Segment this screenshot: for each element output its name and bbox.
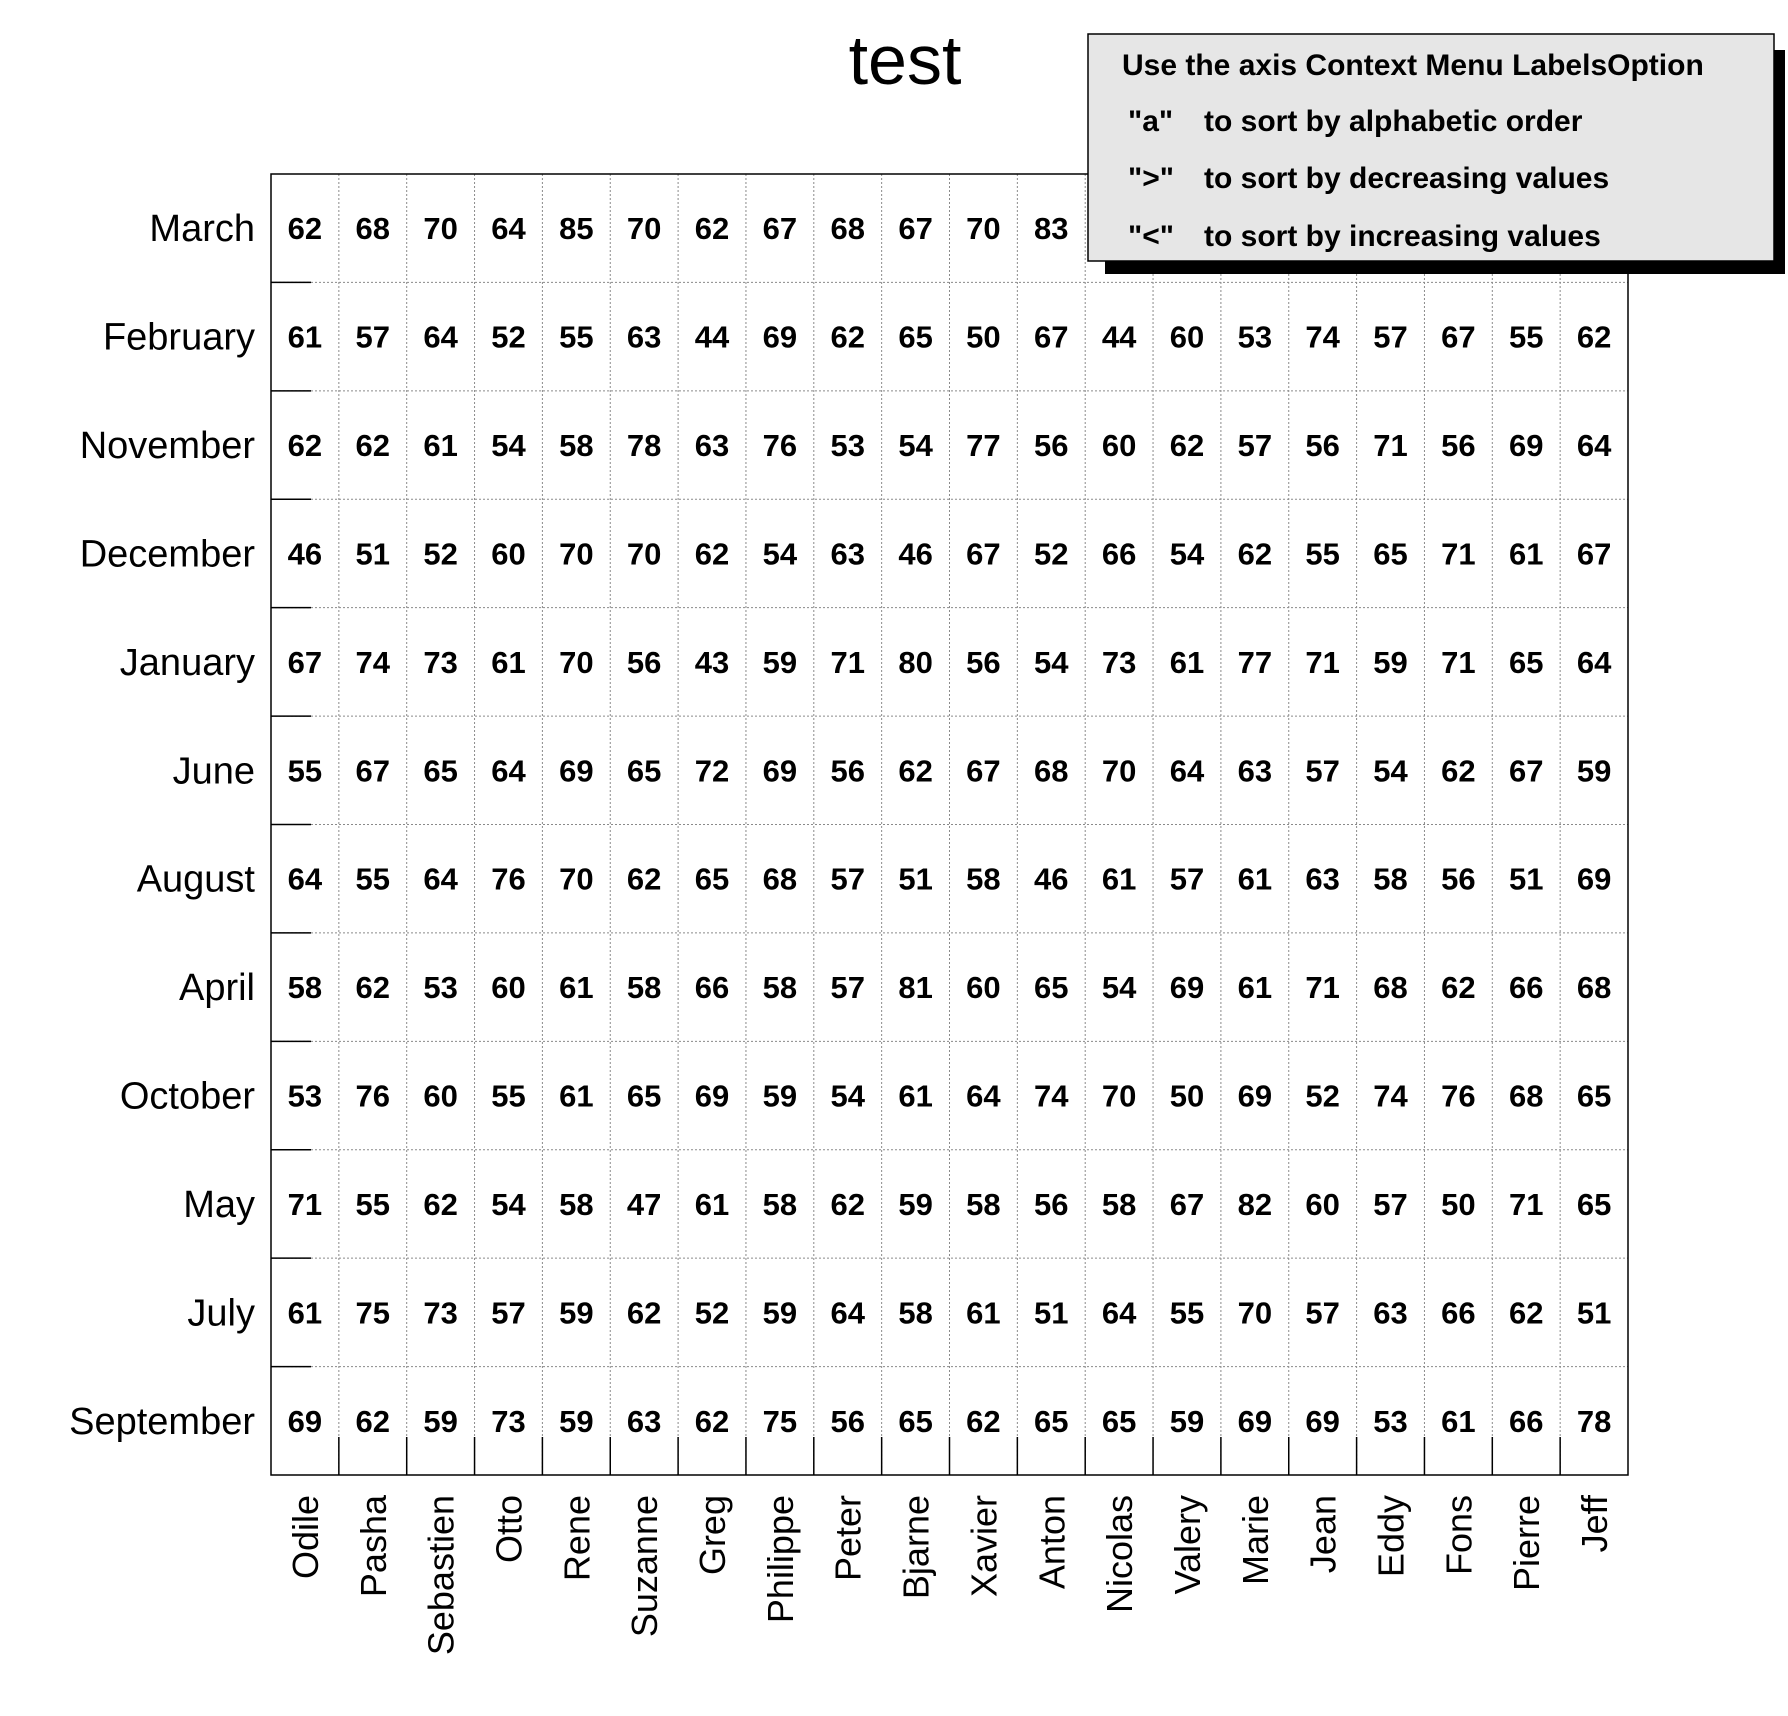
cell-value: 61	[898, 1078, 933, 1114]
row-label: March	[149, 208, 255, 251]
cell-value: 62	[1576, 319, 1612, 355]
column-label: Bjarne	[895, 1495, 937, 1600]
cell-value: 52	[1034, 536, 1069, 572]
cell-value: 63	[1237, 753, 1273, 789]
column-label: Suzanne	[624, 1495, 666, 1638]
cell-value: 67	[287, 644, 323, 680]
cell-value: 78	[1576, 1403, 1612, 1439]
column-label: Jeff	[1574, 1495, 1616, 1553]
row-label: January	[119, 641, 255, 684]
cell-value: 58	[1101, 1186, 1137, 1222]
cell-value: 59	[559, 1403, 594, 1439]
sort-key-alphabetic: "a"	[1128, 105, 1174, 138]
cell-value: 55	[287, 753, 323, 789]
cell-value: 74	[1034, 1078, 1069, 1114]
cell-value: 69	[559, 753, 594, 789]
cell-value: 71	[830, 644, 865, 680]
cell-value: 69	[1169, 970, 1205, 1006]
cell-value: 67	[1441, 319, 1476, 355]
cell-value: 64	[423, 319, 458, 355]
cell-value: 73	[423, 644, 458, 680]
cell-value: 80	[898, 644, 933, 680]
cell-value: 59	[1169, 1403, 1205, 1439]
cell-value: 70	[1237, 1295, 1273, 1331]
cell-value: 70	[966, 211, 1001, 247]
cell-value: 65	[1576, 1186, 1612, 1222]
row-label: June	[172, 750, 255, 793]
cell-value: 70	[559, 536, 594, 572]
cell-value: 76	[1441, 1078, 1476, 1114]
row-label: April	[178, 967, 255, 1010]
cell-value: 69	[694, 1078, 730, 1114]
column-label: Rene	[556, 1495, 598, 1582]
cell-value: 50	[966, 319, 1001, 355]
cell-value: 51	[1508, 861, 1544, 897]
cell-value: 56	[966, 644, 1001, 680]
cell-value: 62	[423, 1186, 458, 1222]
sort-help-box	[1088, 34, 1785, 274]
cell-value: 53	[287, 1078, 323, 1114]
y-axis-labels	[69, 208, 255, 1443]
column-label: Otto	[488, 1495, 530, 1564]
cell-value: 60	[491, 970, 526, 1006]
cell-value: 54	[491, 428, 526, 464]
cell-value: 66	[1101, 536, 1137, 572]
row-label: August	[136, 858, 255, 901]
cell-value: 81	[898, 970, 933, 1006]
cell-value: 52	[423, 536, 458, 572]
cell-value: 65	[1034, 970, 1069, 1006]
cell-value: 55	[491, 1078, 526, 1114]
cell-value: 56	[830, 1403, 865, 1439]
cell-value: 70	[1101, 753, 1137, 789]
cell-value: 61	[694, 1186, 730, 1222]
cell-value: 44	[1101, 319, 1137, 355]
cell-value: 71	[1305, 970, 1340, 1006]
cell-value: 68	[1576, 970, 1612, 1006]
cell-value: 58	[762, 1186, 798, 1222]
cell-value: 62	[1237, 536, 1273, 572]
cell-value: 57	[1305, 1295, 1340, 1331]
cell-value: 57	[830, 970, 865, 1006]
cell-value: 59	[762, 644, 798, 680]
cell-value: 54	[762, 536, 798, 572]
cell-value: 77	[1237, 644, 1273, 680]
cell-value: 52	[694, 1295, 730, 1331]
cell-value: 57	[1237, 428, 1273, 464]
cell-value: 61	[1441, 1403, 1476, 1439]
cell-value: 51	[1576, 1295, 1612, 1331]
cell-value: 66	[1508, 1403, 1544, 1439]
cell-value: 63	[1373, 1295, 1408, 1331]
cell-value: 65	[626, 1078, 662, 1114]
cell-value: 56	[1441, 428, 1476, 464]
cell-value: 63	[626, 319, 662, 355]
cell-value: 62	[287, 428, 323, 464]
cell-value: 60	[491, 536, 526, 572]
cell-value: 58	[287, 970, 323, 1006]
cell-value: 57	[830, 861, 865, 897]
cell-value: 70	[626, 211, 662, 247]
cell-value: 61	[1169, 644, 1205, 680]
row-label: July	[187, 1292, 255, 1335]
cell-value: 64	[491, 211, 526, 247]
cell-value: 54	[1169, 536, 1205, 572]
cell-value: 71	[287, 1186, 323, 1222]
cell-value: 51	[355, 536, 391, 572]
cell-value: 70	[1101, 1078, 1137, 1114]
cell-value: 70	[559, 644, 594, 680]
cell-value: 64	[1576, 428, 1612, 464]
cell-value: 63	[1305, 861, 1340, 897]
cell-value: 62	[626, 861, 662, 897]
cell-value: 66	[1508, 970, 1544, 1006]
column-label: Peter	[827, 1495, 869, 1582]
cell-value: 62	[1441, 753, 1476, 789]
cell-value: 46	[898, 536, 933, 572]
cell-value: 71	[1441, 536, 1476, 572]
cell-value: 62	[1169, 428, 1205, 464]
column-label: Pasha	[352, 1495, 394, 1598]
cell-value: 59	[423, 1403, 458, 1439]
cell-value: 67	[966, 753, 1001, 789]
cell-value: 62	[355, 1403, 391, 1439]
cell-value: 57	[1305, 753, 1340, 789]
cell-value: 62	[355, 970, 391, 1006]
cell-value: 67	[1169, 1186, 1205, 1222]
cell-value: 59	[898, 1186, 933, 1222]
cell-value: 69	[287, 1403, 323, 1439]
cell-value: 64	[491, 753, 526, 789]
cell-value: 60	[966, 970, 1001, 1006]
cell-value: 65	[1373, 536, 1408, 572]
cell-value: 58	[966, 861, 1001, 897]
cell-value: 64	[1101, 1295, 1137, 1331]
cell-value: 59	[1576, 753, 1612, 789]
cell-value: 62	[694, 536, 730, 572]
cell-value: 62	[898, 753, 933, 789]
cell-value: 65	[1034, 1403, 1069, 1439]
cell-value: 62	[1441, 970, 1476, 1006]
cell-value: 71	[1441, 644, 1476, 680]
cell-value: 77	[966, 428, 1001, 464]
cell-value: 46	[1034, 861, 1069, 897]
cell-value: 55	[559, 319, 594, 355]
column-label: Pierre	[1506, 1495, 1548, 1592]
cell-value: 61	[1237, 970, 1273, 1006]
cell-value: 67	[355, 753, 391, 789]
cell-value: 67	[1508, 753, 1544, 789]
cell-value: 61	[559, 1078, 594, 1114]
cell-value: 69	[762, 753, 798, 789]
cell-value: 56	[1441, 861, 1476, 897]
cell-value: 67	[762, 211, 798, 247]
cell-value: 75	[762, 1403, 798, 1439]
cell-value: 74	[1305, 319, 1340, 355]
cell-value: 75	[355, 1295, 391, 1331]
cell-value: 69	[1237, 1403, 1273, 1439]
cell-value: 62	[287, 211, 323, 247]
cell-value: 62	[966, 1403, 1001, 1439]
cell-value: 83	[1034, 211, 1069, 247]
row-label: December	[79, 533, 255, 576]
cell-value: 68	[762, 861, 798, 897]
cell-value: 67	[898, 211, 933, 247]
cell-value: 60	[1305, 1186, 1340, 1222]
cell-value: 59	[559, 1295, 594, 1331]
cell-value: 70	[626, 536, 662, 572]
cell-value: 68	[830, 211, 865, 247]
column-label: Eddy	[1370, 1495, 1412, 1578]
cell-value: 68	[1373, 970, 1408, 1006]
cell-value: 73	[1101, 644, 1137, 680]
sort-key-decreasing: ">"	[1128, 162, 1174, 195]
cell-value: 73	[491, 1403, 526, 1439]
cell-value: 51	[898, 861, 933, 897]
cell-value: 62	[355, 428, 391, 464]
cell-value: 47	[626, 1186, 662, 1222]
column-label: Philippe	[759, 1495, 801, 1624]
cell-value: 61	[287, 1295, 323, 1331]
cell-value: 56	[1034, 1186, 1069, 1222]
cell-value: 57	[491, 1295, 526, 1331]
cell-value: 69	[1237, 1078, 1273, 1114]
cell-value: 52	[491, 319, 526, 355]
row-label: September	[69, 1400, 255, 1443]
cell-value: 70	[423, 211, 458, 247]
cell-value: 66	[1441, 1295, 1476, 1331]
cell-value: 67	[1576, 536, 1612, 572]
cell-value: 56	[626, 644, 662, 680]
cell-value: 58	[762, 970, 798, 1006]
cell-value: 67	[966, 536, 1001, 572]
row-label: October	[119, 1075, 255, 1118]
cell-value: 56	[1034, 428, 1069, 464]
cell-value: 76	[491, 861, 526, 897]
cell-value: 60	[423, 1078, 458, 1114]
column-label: Valery	[1166, 1495, 1208, 1595]
cell-value: 65	[626, 753, 662, 789]
cell-value: 72	[694, 753, 730, 789]
cell-value: 64	[966, 1078, 1001, 1114]
cell-value: 61	[559, 970, 594, 1006]
cell-value: 54	[1373, 753, 1408, 789]
cell-value: 53	[423, 970, 458, 1006]
column-label: Xavier	[963, 1495, 1005, 1598]
column-label: Jean	[1302, 1495, 1344, 1574]
cell-value: 69	[762, 319, 798, 355]
cell-value: 61	[1237, 861, 1273, 897]
cell-value: 66	[694, 970, 730, 1006]
x-axis-labels	[285, 1494, 1615, 1655]
cell-value: 74	[1373, 1078, 1408, 1114]
cell-value: 65	[898, 1403, 933, 1439]
column-label: Marie	[1234, 1495, 1276, 1586]
cell-value: 63	[626, 1403, 662, 1439]
cell-value: 58	[559, 1186, 594, 1222]
cell-value: 67	[1034, 319, 1069, 355]
cell-value: 59	[762, 1078, 798, 1114]
cell-value: 76	[355, 1078, 391, 1114]
column-label: Nicolas	[1099, 1495, 1141, 1614]
cell-value: 62	[694, 1403, 730, 1439]
row-label: November	[79, 425, 255, 468]
cell-value: 69	[1305, 1403, 1340, 1439]
cell-value: 64	[423, 861, 458, 897]
cell-value: 65	[423, 753, 458, 789]
cell-value: 54	[898, 428, 933, 464]
cell-value: 71	[1305, 644, 1340, 680]
cell-value: 52	[1305, 1078, 1340, 1114]
cell-value: 62	[694, 211, 730, 247]
cell-value: 59	[762, 1295, 798, 1331]
cell-value: 54	[1101, 970, 1137, 1006]
sort-text-decreasing: to sort by decreasing values	[1204, 162, 1610, 195]
cell-value: 61	[1101, 861, 1137, 897]
cell-value: 55	[1169, 1295, 1205, 1331]
cell-value: 65	[898, 319, 933, 355]
cell-value: 56	[830, 753, 865, 789]
cell-value: 63	[830, 536, 865, 572]
sort-key-increasing: "<"	[1128, 220, 1174, 253]
cell-value: 57	[1373, 319, 1408, 355]
cell-value: 50	[1441, 1186, 1476, 1222]
row-label: February	[102, 316, 255, 359]
column-label: Anton	[1031, 1495, 1073, 1590]
cell-value: 53	[1373, 1403, 1408, 1439]
cell-value: 61	[966, 1295, 1001, 1331]
sort-help-heading: Use the axis Context Menu LabelsOption	[1122, 49, 1704, 82]
cell-value: 65	[1508, 644, 1544, 680]
cell-value: 58	[898, 1295, 933, 1331]
cell-value: 69	[1508, 428, 1544, 464]
cell-value: 61	[287, 319, 323, 355]
cell-value: 44	[694, 319, 730, 355]
cell-value: 58	[1373, 861, 1408, 897]
cell-value: 55	[1305, 536, 1340, 572]
cell-value: 62	[1508, 1295, 1544, 1331]
cell-value: 43	[694, 644, 730, 680]
cell-value: 65	[694, 861, 730, 897]
cell-value: 57	[1169, 861, 1205, 897]
cell-value: 70	[559, 861, 594, 897]
cell-value: 64	[1169, 753, 1205, 789]
cell-value: 61	[491, 644, 526, 680]
cell-value: 69	[1576, 861, 1612, 897]
cell-value: 71	[1508, 1186, 1544, 1222]
column-label: Sebastien	[420, 1495, 462, 1656]
cell-value: 63	[694, 428, 730, 464]
cell-value: 53	[1237, 319, 1273, 355]
cell-value: 60	[1101, 428, 1137, 464]
sort-text-increasing: to sort by increasing values	[1204, 220, 1601, 253]
cell-value: 59	[1373, 644, 1408, 680]
cell-value: 78	[626, 428, 662, 464]
cell-value: 74	[355, 644, 391, 680]
cell-value: 54	[830, 1078, 865, 1114]
cell-value: 60	[1169, 319, 1205, 355]
cell-value: 58	[966, 1186, 1001, 1222]
column-label: Fons	[1438, 1495, 1480, 1576]
cell-value: 65	[1576, 1078, 1612, 1114]
cell-value: 58	[559, 428, 594, 464]
cell-value: 62	[626, 1295, 662, 1331]
cell-value: 73	[423, 1295, 458, 1331]
cell-value: 57	[1373, 1186, 1408, 1222]
cell-value: 82	[1237, 1186, 1273, 1222]
cell-value: 54	[1034, 644, 1069, 680]
cell-value: 64	[287, 861, 323, 897]
cell-value: 56	[1305, 428, 1340, 464]
cell-value: 51	[1034, 1295, 1069, 1331]
cell-value: 64	[830, 1295, 865, 1331]
cell-value: 57	[355, 319, 391, 355]
cell-value: 85	[559, 211, 594, 247]
column-label: Odile	[284, 1495, 326, 1580]
cell-value: 68	[1508, 1078, 1544, 1114]
cell-value: 71	[1373, 428, 1408, 464]
cell-value: 76	[762, 428, 798, 464]
column-label: Greg	[692, 1495, 734, 1576]
cell-value: 68	[355, 211, 391, 247]
cell-value: 50	[1169, 1078, 1205, 1114]
grid-lines	[271, 174, 1628, 1475]
cell-value: 68	[1034, 753, 1069, 789]
cell-value: 55	[1508, 319, 1544, 355]
cell-value: 62	[830, 319, 865, 355]
cell-value: 65	[1101, 1403, 1137, 1439]
chart-title: test	[848, 21, 962, 99]
cell-value: 46	[287, 536, 323, 572]
cell-value: 55	[355, 1186, 391, 1222]
cell-value: 55	[355, 861, 391, 897]
cell-value: 54	[491, 1186, 526, 1222]
cell-value: 58	[626, 970, 662, 1006]
cell-value: 62	[830, 1186, 865, 1222]
cell-value: 64	[1576, 644, 1612, 680]
cell-value: 61	[1508, 536, 1544, 572]
cell-value: 61	[423, 428, 458, 464]
row-label: May	[183, 1183, 255, 1226]
cell-value: 53	[830, 428, 865, 464]
sort-text-alphabetic: to sort by alphabetic order	[1204, 105, 1583, 138]
